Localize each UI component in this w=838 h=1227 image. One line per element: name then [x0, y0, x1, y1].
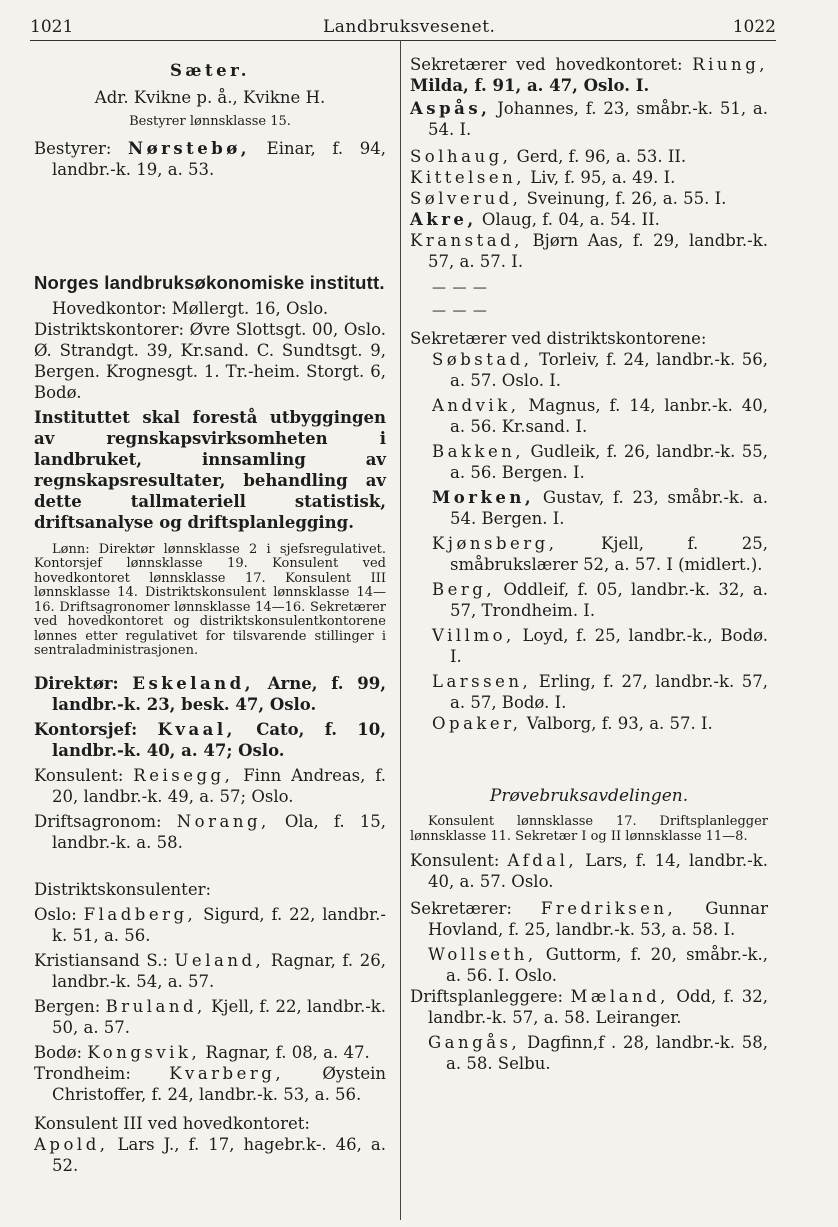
- konsulent-iii-heading: Konsulent III ved hovedkontoret:: [34, 1113, 310, 1133]
- solverud-entry: Sølverud, Sveinung, f. 26, a. 55. I.: [410, 189, 727, 208]
- opaker-entry: Opaker, Valborg, f. 93, a. 57. I.: [432, 714, 713, 733]
- morken-entry: Morken, Gustav, f. 23, småbr.-k. a. 54. Bergen. I.: [432, 488, 768, 528]
- page-header: [30, 14, 776, 41]
- kontorsjef-entry: Kontorsjef: Kvaal, Cato, f. 10, landbr.-k. 40, a. 47; Oslo.: [34, 719, 386, 760]
- left-page-number: 1021: [30, 17, 74, 37]
- separator-dashes-1: — — —: [432, 280, 488, 296]
- left-column: [34, 50, 386, 1176]
- distriktskontorer: Distriktskontorer: Øvre Slottsgt. 00, Oslo. Ø. Strandgt. 39, Kr.sand. C. Sundtsgt. 9, Bergen. Krognesgt. 1. Tr.-heim. Storgt. 6, Bodø.: [34, 319, 386, 402]
- provebruk-salary: Konsulent lønnsklasse 17. Driftsplanlegger lønnsklasse 11. Sekretær I og II lønnsklasse 11—8.: [410, 814, 768, 844]
- sekr-distr-heading: Sekretærer ved distriktskontorene:: [410, 329, 707, 348]
- aspas-entry: Aspås, Johannes, f. 23, småbr.-k. 51, a. 54. I.: [410, 99, 768, 139]
- saeter-salary-class: Bestyrer lønnsklasse 15.: [129, 114, 291, 129]
- right-column: [410, 50, 768, 1074]
- bergen-entry: Bergen: Bruland, Kjell, f. 22, landbr.-k. 50, a. 57.: [34, 996, 387, 1037]
- sobstad-entry: Søbstad, Torleiv, f. 24, landbr.-k. 56, a. 57. Oslo. I.: [432, 350, 768, 390]
- solhaug-entry: Solhaug, Gerd, f. 96, a. 53. II.: [410, 147, 687, 166]
- kjonsberg-entry: Kjønsberg, Kjell, f. 25, småbrukslærer 52, a. 57. I (midlert.).: [432, 534, 768, 574]
- oslo-entry: Oslo: Fladberg, Sigurd, f. 22, landbr.-k. 51, a. 56.: [34, 904, 387, 945]
- kristiansand-entry: Kristiansand S.: Ueland, Ragnar, f. 26, landbr.-k. 54, a. 57.: [34, 950, 387, 991]
- salary-note: Lønn: Direktør lønnsklasse 2 i sjefsregulativet. Kontorsjef lønnsklasse 19. Konsulent ved hovedkontoret lønnsklasse 17. Konsulent III lønnsklasse 14. Distriktskonsulent lønnsklasse 14—16. Driftsagronomer lønnsklasse 14—16. Sekretærer ved hovedkontoret og distriktskonsulentkontorene lønnes etter regulativet for tilsvarende stillinger i sentraladministrasjonen.: [34, 541, 386, 658]
- wollseth-entry: Wollseth, Guttorm, f. 20, småbr.-k., a. 56. I. Oslo.: [428, 945, 768, 985]
- bestyrer-entry: Bestyrer: Nørstebø, Einar, f. 94, landbr.-k. 19, a. 53.: [34, 138, 386, 179]
- kranstad-entry: Kranstad, Bjørn Aas, f. 29, landbr.-k. 57, a. 57. I.: [410, 231, 768, 271]
- column-divider: [400, 40, 401, 1220]
- gangas-entry: Gangås, Dagfinn,f . 28, landbr.-k. 58, a. 58. Selbu.: [428, 1033, 769, 1073]
- sekr-hoved-heading: Sekretærer ved hovedkontoret: Riung, Milda, f. 91, a. 47, Oslo. I.: [410, 55, 768, 95]
- driftsagronom-entry: Driftsagronom: Norang, Ola, f. 15, landbr.-k. a. 58.: [34, 811, 386, 852]
- villmo-entry: Villmo, Loyd, f. 25, landbr.-k., Bodø. I.: [432, 626, 768, 666]
- kittelsen-entry: Kittelsen, Liv, f. 95, a. 49. I.: [410, 168, 676, 187]
- larssen-entry: Larssen, Erling, f. 27, landbr.-k. 57, a. 57, Bodø. I.: [432, 672, 768, 712]
- akre-entry: Akre, Olaug, f. 04, a. 54. II.: [410, 210, 660, 229]
- hovedkontor: Hovedkontor: Møllergt. 16, Oslo.: [52, 298, 329, 318]
- maeland-entry: Driftsplanleggere: Mæland, Odd, f. 32, landbr.-k. 57, a. 58. Leiranger.: [410, 987, 769, 1027]
- konsulent-entry: Konsulent: Reisegg, Finn Andreas, f. 20, landbr.-k. 49, a. 57; Oslo.: [34, 765, 387, 806]
- afdal-entry: Konsulent: Afdal, Lars, f. 14, landbr.-k. 40, a. 57. Oslo.: [410, 851, 768, 891]
- right-page-number: 1022: [732, 17, 776, 37]
- institute-title: Norges landbruksøkonomiske institutt.: [34, 271, 385, 293]
- saeter-title: Sæter.: [169, 61, 251, 80]
- konsulent-iii-entry: Apold, Lars J., f. 17, hagebr.k-. 46, a. 52.: [34, 1134, 386, 1175]
- provebruk-title: Prøvebruksavdelingen.: [489, 786, 689, 806]
- separator-dashes-2: — — —: [432, 303, 488, 319]
- berg-entry: Berg, Oddleif, f. 05, landbr.-k. 32, a. 57, Trondheim. I.: [432, 580, 768, 620]
- fredriksen-entry: Sekretærer: Fredriksen, Gunnar Hovland, f. 25, landbr.-k. 53, a. 58. I.: [410, 899, 769, 939]
- bakken-entry: Bakken, Gudleik, f. 26, landbr.-k. 55, a. 56. Bergen. I.: [432, 442, 768, 482]
- trondheim-entry: Trondheim: Kvarberg, Øystein Christoffer, f. 24, landbr.-k. 53, a. 56.: [34, 1063, 387, 1104]
- institute-purpose: Instituttet skal forestå utbyggingen av regnskapsvirksomheten i landbruket, innsamling av regnskapsresultater, behandling av dette tallmateriell statistisk, driftsanalyse og driftsplanlegging.: [34, 407, 386, 532]
- distrikt-heading: Distriktskonsulenter:: [34, 879, 212, 899]
- running-title: Landbruksvesenet.: [323, 17, 496, 37]
- andvik-entry: Andvik, Magnus, f. 14, lanbr.-k. 40, a. 56. Kr.sand. I.: [432, 396, 768, 436]
- direktor-entry: Direktør: Eskeland, Arne, f. 99, landbr.-k. 23, besk. 47, Oslo.: [34, 673, 386, 714]
- bodo-entry: Bodø: Kongsvik, Ragnar, f. 08, a. 47.: [34, 1042, 370, 1062]
- saeter-address: Adr. Kvikne p. å., Kvikne H.: [94, 88, 326, 107]
